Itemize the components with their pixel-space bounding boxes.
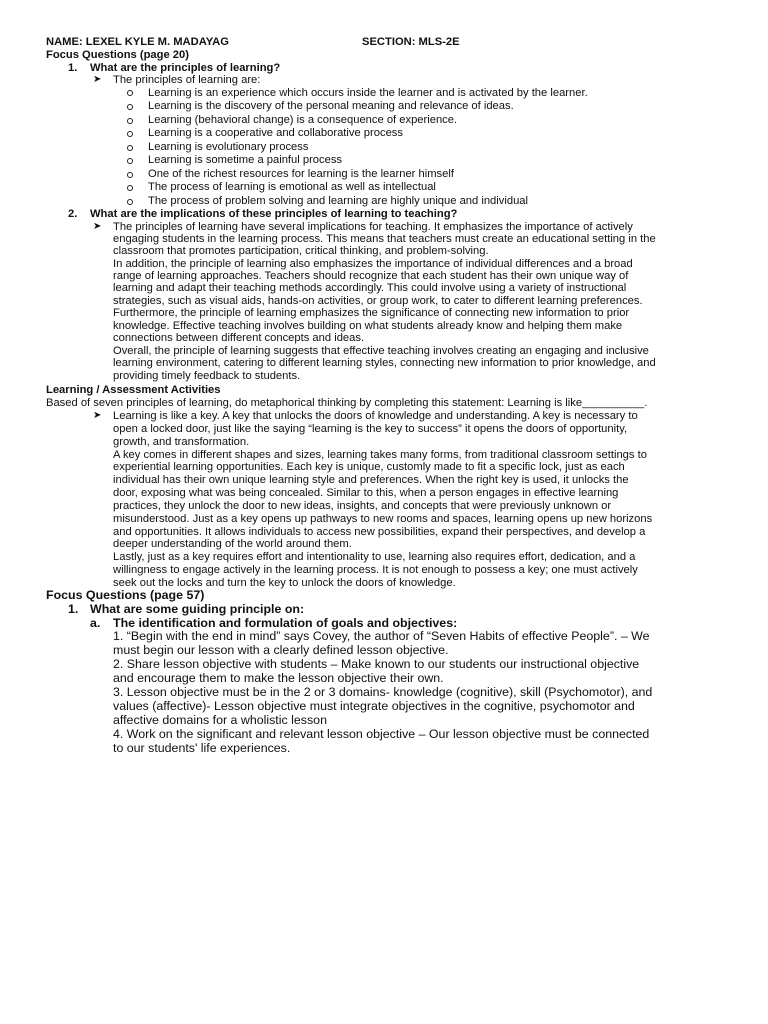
activity-answer-line: willingness to engage actively in the learning process. It is not enough to possess a key; one must actively [113,564,638,576]
activity-answer-line: A key comes in different shapes and sizes, learning takes many forms, from traditional classroom settings to [113,449,647,461]
guiding-principle-line: 1. “Begin with the end in mind” says Covey, the author of “Seven Habits of effective People”. – We [113,629,650,643]
student-name: NAME: LEXEL KYLE M. MADAYAG [46,36,229,48]
question-1: What are the principles of learning? [90,62,281,74]
section-label: SECTION: MLS-2E [362,36,460,48]
answer-line: Overall, the principle of learning suggests that effective teaching involves creating an engaging and inclusive [113,345,649,357]
answer-line: In addition, the principle of learning also emphasizes the importance of individual differences and a broad [113,258,633,270]
activity-answer-line: growth, and transformation. [113,436,250,448]
activity-answer-line: open a locked door, just like the saying “learning is the key to success” it opens the doors of opportunity, [113,423,628,435]
activities-prompt: Based of seven principles of learning, do metaphorical thinking by completing this statement: Learning is like__________. [46,397,648,409]
principle-item: Learning is the discovery of the personal meaning and relevance of ideas. [148,100,514,112]
guiding-principle-line: must begin our lesson with a clearly defined lesson objective. [113,643,449,657]
answer-line: providing timely feedback to students. [113,370,301,382]
activity-answer-line: practices, they unlock the door to new ideas, insights, and concepts that were previously unknown or [113,500,612,512]
answer-line: Furthermore, the principle of learning emphasizes the significance of connecting new information to prior [113,307,630,319]
arrow-bullet-icon: ➤ [93,74,102,85]
focus-questions-heading-2: Focus Questions (page 57) [46,588,205,602]
answer-line: knowledge. Effective teaching involves building on what students already know and helping them make [113,320,623,332]
principle-item: Learning is sometime a painful process [148,154,343,166]
principle-item: Learning is a cooperative and collaborative process [148,127,403,139]
principle-item: The process of problem solving and learning are highly unique and individual [148,195,528,207]
activity-answer-line: seek out the locks and turn the key to unlock the doors of knowledge. [113,577,456,589]
question-2: What are the implications of these principles of learning to teaching? [90,208,458,220]
circle-bullet-icon [127,90,133,96]
guiding-principle-line: and encourage them to make the lesson objective their own. [113,671,444,685]
answer-line: The principles of learning have several implications for teaching. It emphasizes the importance of actively [113,221,633,233]
guiding-principle-line: 4. Work on the significant and relevant lesson objective – Our lesson objective must be connected [113,727,650,741]
principle-item: The process of learning is emotional as well as intellectual [148,181,436,193]
principles-intro: The principles of learning are: [113,74,261,86]
principle-item: Learning is an experience which occurs inside the learner and is activated by the learner. [148,87,588,99]
answer-line: connections between different concepts and ideas. [113,332,365,344]
circle-bullet-icon [127,158,133,164]
arrow-bullet-icon: ➤ [93,221,102,232]
activities-heading: Learning / Assessment Activities [46,384,221,396]
question-number: 1. [68,602,79,616]
activity-answer-line: individual has their own unique learning style and preferences. When the right key is used, it unlocks the [113,474,629,486]
arrow-bullet-icon: ➤ [93,410,102,421]
circle-bullet-icon [127,185,133,191]
question-number: 1. [68,62,78,74]
principle-item: One of the richest resources for learning is the learner himself [148,168,454,180]
circle-bullet-icon [127,131,133,137]
activity-answer-line: deeper understanding of the world around them. [113,538,352,550]
sub-letter: a. [90,616,101,630]
activity-answer-line: Learning is like a key. A key that unlocks the doors of knowledge and understanding. A key is necessary to [113,410,638,422]
circle-bullet-icon [127,145,133,151]
question-guiding-principle: What are some guiding principle on: [90,602,305,616]
activity-answer-line: experiential learning opportunities. Each key is unique, customly made to fit a specific lock, just as each [113,461,625,473]
answer-line: classroom that promotes participation, critical thinking, and problem-solving. [113,245,489,257]
answer-line: engaging students in the learning process. This means that teachers must create an educational setting in the [113,233,656,245]
guiding-principle-line: affective domains for a wholistic lesson [113,713,327,727]
principle-item: Learning is evolutionary process [148,141,309,153]
circle-bullet-icon [127,199,133,205]
activity-answer-line: misunderstood. Just as a key opens up pathways to new rooms and spaces, learning opens up new horizons [113,513,653,525]
answer-line: learning and adapt their teaching methods accordingly. This could involve using a variety of instructional [113,282,627,294]
circle-bullet-icon [127,118,133,124]
circle-bullet-icon [127,172,133,178]
question-number: 2. [68,208,78,220]
activity-answer-line: and opportunities. It allows individuals to access new possibilities, expand their perspectives, and develop a [113,526,646,538]
guiding-principle-line: to our students' life experiences. [113,741,291,755]
activity-answer-line: door, exposing what was being concealed. Similar to this, when a person engages in effective learning [113,487,619,499]
answer-line: range of learning approaches. Teachers should recognize that each student has their own unique way of [113,270,629,282]
guiding-principle-line: values (affective)- Lesson objective must integrate objectives in the cognitive, psychomotor and [113,699,635,713]
answer-line: learning environment, catering to different learning styles, connecting new information to prior knowledge, and [113,357,656,369]
focus-questions-heading-1: Focus Questions (page 20) [46,49,189,61]
activity-answer-line: Lastly, just as a key requires effort and intentionality to use, learning also requires effort, dedication, and a [113,551,636,563]
circle-bullet-icon [127,104,133,110]
sub-question-a: The identification and formulation of goals and objectives: [113,616,458,630]
guiding-principle-line: 2. Share lesson objective with students – Make known to our students our instructional objective [113,657,640,671]
principle-item: Learning (behavioral change) is a consequence of experience. [148,114,458,126]
guiding-principle-line: 3. Lesson objective must be in the 2 or 3 domains- knowledge (cognitive), skill (Psychomotor), and [113,685,653,699]
answer-line: strategies, such as visual aids, hands-on activities, or group work, to cater to different learning preferences. [113,295,643,307]
